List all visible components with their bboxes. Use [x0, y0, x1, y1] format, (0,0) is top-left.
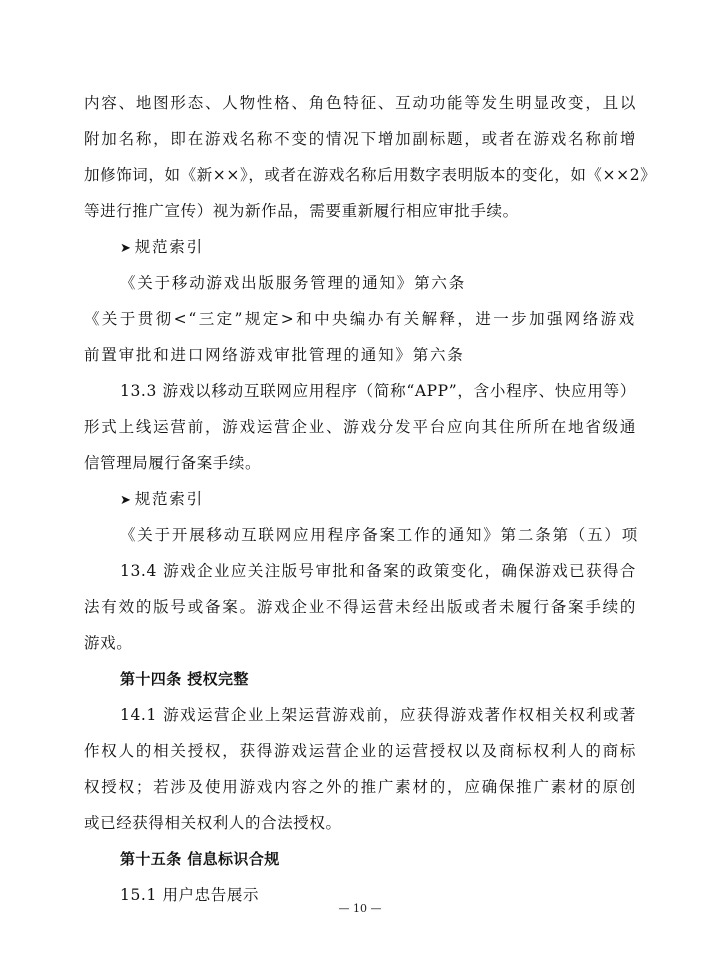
paragraph-line: 形式上线运营前，游戏运营企业、游戏分发平台应向其住所所在地省级通 — [84, 418, 636, 436]
arrow-bullet-icon: ➤ — [120, 493, 133, 508]
clause-13-4: 13.4 游戏企业应关注版号审批和备案的政策变化，确保游戏已获得合 — [120, 562, 636, 580]
paragraph-line: 法有效的版号或备案。游戏企业不得运营未经出版或者未履行备案手续的 — [84, 598, 636, 616]
reference-item: 《关于移动游戏出版服务管理的通知》第六条 — [120, 274, 467, 292]
paragraph-line: 信管理局履行备案手续。 — [84, 454, 262, 472]
reference-item: 《关于贯彻<“三定”规定>和中央编办有关解释，进一步加强网络游戏 — [84, 310, 636, 328]
reference-item: 《关于开展移动互联网应用程序备案工作的通知》第二条第（五）项 — [120, 526, 640, 544]
reference-heading-label: 规范索引 — [134, 238, 204, 256]
paragraph-line: 附加名称，即在游戏名称不变的情况下增加副标题，或者在游戏名称前增 — [84, 130, 636, 148]
arrow-bullet-icon: ➤ — [120, 241, 133, 256]
article-14-heading: 第十四条 授权完整 — [120, 670, 249, 688]
paragraph-line: 加修饰词，如《新××》，或者在游戏名称后用数字表明版本的变化，如《××2》 — [84, 166, 657, 184]
article-15-heading: 第十五条 信息标识合规 — [120, 850, 280, 868]
paragraph-line: 内容、地图形态、人物性格、角色特征、互动功能等发生明显改变，且以 — [84, 94, 636, 112]
clause-13-3: 13.3 游戏以移动互联网应用程序（简称“APP”，含小程序、快应用等） — [120, 382, 636, 400]
paragraph-line: 作权人的相关授权，获得游戏运营企业的运营授权以及商标权利人的商标 — [84, 742, 636, 760]
paragraph-line: 游戏。 — [84, 634, 133, 652]
paragraph-line: 或已经获得相关权利人的合法授权。 — [84, 814, 342, 832]
clause-14-1: 14.1 游戏运营企业上架运营游戏前，应获得游戏著作权相关权利或著 — [120, 706, 636, 724]
paragraph-line: 等进行推广宣传）视为新作品，需要重新履行相应审批手续。 — [84, 202, 519, 220]
reference-heading — [120, 236, 204, 260]
page-number: — 10 — — [338, 902, 382, 915]
reference-item: 前置审批和进口网络游戏审批管理的通知》第六条 — [84, 346, 465, 364]
reference-heading-label: 规范索引 — [134, 490, 204, 508]
reference-heading — [120, 488, 204, 512]
paragraph-line: 权授权；若涉及使用游戏内容之外的推广素材的，应确保推广素材的原创 — [84, 778, 636, 796]
clause-15-1: 15.1 用户忠告展示 — [120, 886, 260, 904]
